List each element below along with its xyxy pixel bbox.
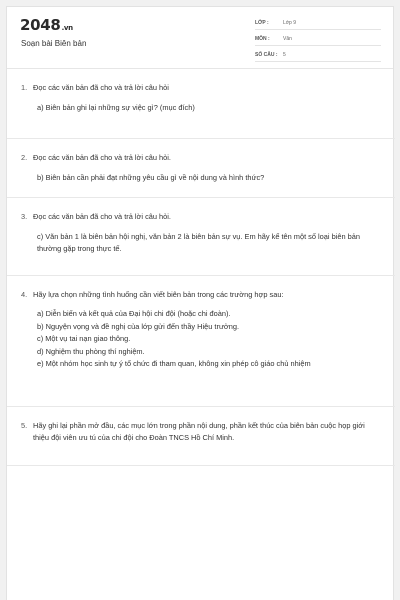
logo-tld-text: .vn bbox=[61, 24, 73, 32]
question-subtext: a) Biên bản ghi lại những sự việc gì? (mục đích) bbox=[37, 103, 195, 112]
document-page bbox=[6, 6, 394, 600]
question-text: Đọc các văn bản đã cho và trả lời câu hỏi. bbox=[33, 212, 171, 221]
question-subtext: b) Biên bản cần phải đạt những yêu cầu gì về nội dung và hình thức? bbox=[37, 173, 265, 182]
question-item bbox=[21, 82, 381, 138]
question-text: Hãy lựa chọn những tình huống cần viết biên bản trong các trường hợp sau: bbox=[33, 290, 284, 299]
meta-value: Lớp 9 bbox=[283, 20, 297, 26]
answer-options bbox=[37, 308, 381, 371]
option-item: a) Diễn biến và kết quả của Đại hội chi đội (hoặc chi đoàn). bbox=[37, 309, 231, 318]
question-text: Hãy ghi lại phần mở đầu, các mục lớn trong phần nội dung, phần kết thúc của biên bản cuộc họp giới thiệu đội viên ưu tú của chi đội cho Đoàn TNCS Hồ Chí Minh. bbox=[33, 421, 365, 442]
option-item: c) Một vụ tai nạn giao thông. bbox=[37, 334, 131, 343]
question-item bbox=[21, 139, 381, 197]
question-number: 4. bbox=[21, 290, 28, 299]
option-item: d) Nghiệm thu phòng thí nghiệm. bbox=[37, 346, 145, 356]
meta-key: SỐ CÂU : bbox=[255, 52, 278, 58]
question-number: 5. bbox=[21, 421, 28, 430]
meta-row-subject bbox=[255, 33, 381, 46]
meta-info bbox=[255, 17, 381, 65]
question-number: 1. bbox=[21, 83, 28, 92]
question-item bbox=[21, 407, 381, 457]
question-list bbox=[21, 82, 381, 466]
question-divider bbox=[7, 465, 395, 466]
question-number: 2. bbox=[21, 153, 28, 162]
question-text: Đọc các văn bản đã cho và trả lời câu hỏi. bbox=[33, 153, 171, 162]
meta-key: LỚP : bbox=[255, 20, 269, 26]
option-item: b) Nguyện vọng và đề nghị của lớp gửi đến thầy Hiệu trưởng. bbox=[37, 321, 240, 331]
option-item: e) Một nhóm học sinh tự ý tổ chức đi tham quan, không xin phép cô giáo chủ nhiệm bbox=[37, 359, 311, 368]
question-item bbox=[21, 276, 381, 406]
question-item bbox=[21, 198, 381, 275]
meta-row-question-count bbox=[255, 49, 381, 62]
question-text: Đọc các văn bản đã cho và trả lời câu hỏi bbox=[33, 83, 169, 92]
document-header bbox=[7, 7, 393, 69]
question-number: 3. bbox=[21, 212, 28, 221]
meta-row-class bbox=[255, 17, 381, 30]
question-subtext: c) Văn bản 1 là biên bản hội nghị, văn bản 2 là biên bản sự vụ. Em hãy kể tên một số loại biên bản thường gặp trong thực tế. bbox=[37, 232, 360, 253]
meta-key: MÔN : bbox=[255, 36, 270, 42]
page-title: Soạn bài Biên bản bbox=[21, 39, 87, 48]
meta-value: 5 bbox=[283, 52, 286, 58]
meta-value: Văn bbox=[283, 36, 292, 42]
logo-main-text: 2048 bbox=[20, 16, 61, 34]
site-logo[interactable] bbox=[20, 16, 73, 34]
